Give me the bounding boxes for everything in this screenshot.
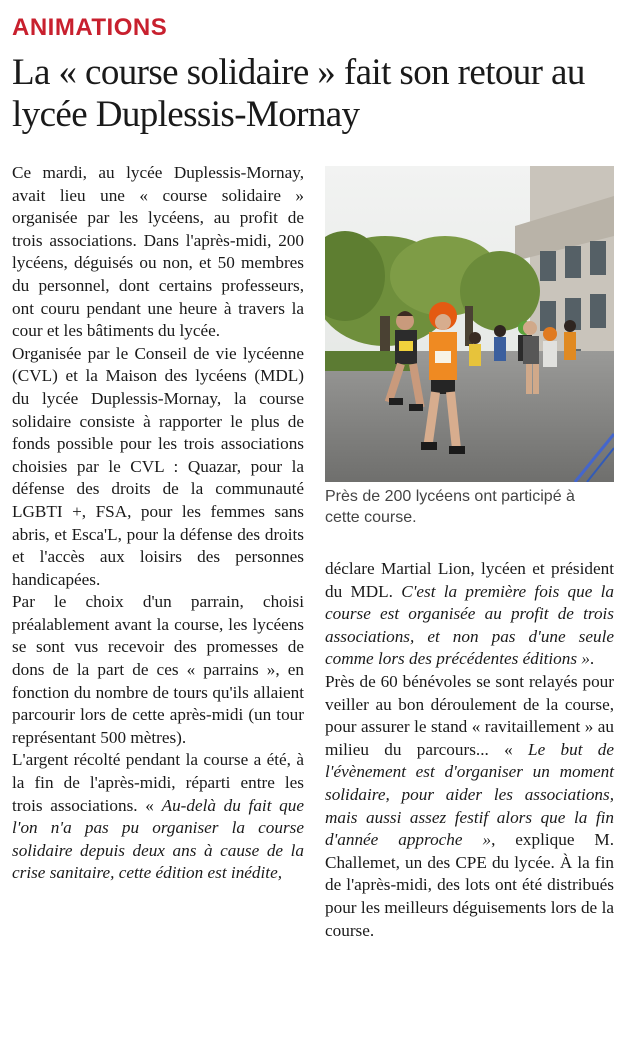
- article-column-right: [325, 558, 614, 942]
- paragraph-5-end: , explique M. Challemet, un des CPE du lycée. À la fin de l'après-midi, des lots ont été distribués pour les meilleurs déguisements lors de la course.: [325, 830, 614, 940]
- section-label: ANIMATIONS: [12, 14, 168, 41]
- article-column-left: [12, 162, 304, 885]
- photo-caption: Près de 200 lycéens ont participé à cette course.: [325, 488, 575, 526]
- quote-1: Au-delà du fait que l'on n'a pas pu organiser la course solidaire depuis deux ans à cause de la crise sanitaire, cette édition est inédite,: [12, 795, 304, 883]
- quote-2: C'est la première fois que la course est organisée au profit de trois associations, et non pas d'une seule comme lors des précédentes éditions »: [325, 581, 614, 669]
- paragraph-5: [325, 671, 614, 942]
- paragraph-2: Organisée par le Conseil de vie lycéenne (CVL) et la Maison des lycéens (MDL) du lycée Duplessis-Mornay, la course solidaire consiste à rapporter le plus de fonds possible pour les trois associations choisies par le CVL : Quazar, pour la défense des droits de la communauté LGBTI +, FSA, pour les femmes sans abris, et Esca'L, pour la défense des droits et l'accès aux loisirs des personnes handicapées.: [12, 343, 304, 589]
- quote-3: Le but de l'évènement est d'organiser un moment solidaire, pour aider les associations, mais aussi assez festif alors que la fin d'année approche »: [325, 739, 615, 850]
- paragraph-4-start: L'argent récolté pendant la course a été, à la fin de l'après-midi, réparti entre les trois associations. «: [12, 750, 304, 815]
- paragraph-5-start: Près de 60 bénévoles se sont relayés pour veiller au bon déroulement de la course, pour assurer le stand « ravitaillement » au milieu du parcours... «: [325, 671, 614, 759]
- paragraph-1: Ce mardi, au lycée Duplessis-Mornay, avait lieu une « course solidaire » organisée par les lycéens, au profit de trois associations. Dans l'après-midi, 200 lycéens, déguisés ou non, et 50 membres du personnel, dont certains professeurs, ont couru pendant une heure à travers la cour et les bâtiments du lycée.: [12, 163, 304, 341]
- president-attribution: déclare Martial Lion, lycéen et président du MDL.: [325, 559, 614, 601]
- article-headline: La « course solidaire » fait son retour au lycée Duplessis-Mornay: [12, 52, 585, 135]
- paragraph-3: Par le choix d'un parrain, choisi préalablement avant la course, les lycéens se sont vus recevoir des promesses de dons de la part de ces « parrains », en fonction du nombre de tours qu'ils allaient parcourir lors de cette après-midi (un tour représentant 500 mètres).: [12, 592, 304, 747]
- paragraph-4: [12, 749, 304, 885]
- students-running-photo: [325, 166, 614, 482]
- paragraph-4-continued: [325, 558, 614, 671]
- paragraph-4-end: .: [589, 649, 595, 669]
- article-photo: [325, 166, 614, 482]
